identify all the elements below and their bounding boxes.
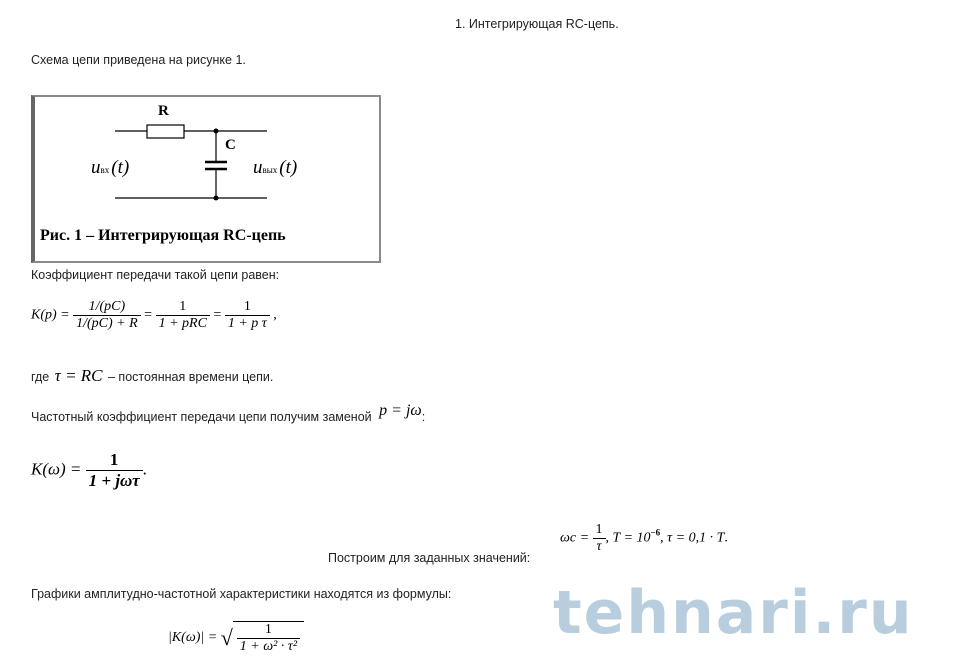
tau-expr: τ = RC — [54, 366, 103, 385]
formula1-tail: , — [273, 307, 277, 323]
freq-pre: Частотный коэффициент передачи цепи получим заменой — [31, 410, 372, 424]
build-values — [560, 522, 728, 555]
afc-formula — [168, 621, 304, 655]
wc-den: τ — [593, 538, 606, 555]
figure-caption: Рис. 1 – Интегрирующая RC-цепь — [40, 227, 286, 244]
tau-definition — [31, 366, 273, 386]
formula1-eq2: = — [213, 307, 222, 323]
T-value: T = 10 — [612, 530, 651, 546]
formula1-fraction-3 — [225, 299, 270, 332]
circuit-figure — [31, 95, 381, 263]
formula1-fraction-1 — [73, 299, 141, 332]
formula1-f3-den: 1 + p τ — [225, 315, 270, 332]
formula1-f1-num: 1/(pC) — [88, 299, 126, 314]
transfer-text: Коэффициент передачи такой цепи равен: — [31, 268, 280, 282]
formula2-tail: . — [142, 459, 147, 479]
page-heading: 1. Интегрирующая RC-цепь. — [455, 17, 619, 31]
input-voltage-label — [91, 157, 129, 179]
formula1-eq1: = — [144, 307, 153, 323]
sep-2: , — [660, 530, 664, 546]
tau-pre: где — [31, 370, 50, 384]
formula3-den: 1 + ω² · τ² — [237, 638, 300, 655]
formula2-lhs: K(ω) = — [31, 459, 82, 479]
formula1-f2-den: 1 + pRC — [156, 315, 210, 332]
watermark-logo: tehnari.ru — [553, 578, 914, 648]
output-voltage-symbol: u — [253, 157, 263, 178]
graphs-text: Графики амплитудно-частотной характеристики находятся из формулы: — [31, 587, 452, 601]
freq-formula — [31, 450, 147, 491]
output-voltage-arg: (t) — [279, 157, 298, 178]
formula1-fraction-2 — [156, 299, 210, 332]
freq-expr: p = jω — [379, 402, 422, 419]
formula3-num: 1 — [264, 622, 272, 637]
build-text: Построим для заданных значений: — [328, 551, 531, 565]
T-exponent: −6 — [650, 527, 661, 538]
resistor-label: R — [158, 103, 169, 119]
tau-post: – постоянная времени цепи. — [108, 370, 274, 384]
formula3-radicand — [233, 621, 304, 655]
wc-num: 1 — [595, 522, 603, 537]
formula1-lhs: K(p) = — [31, 307, 70, 323]
wc-fraction — [593, 522, 606, 555]
wc-lhs: ωc = — [560, 530, 590, 546]
capacitor-label: C — [225, 137, 236, 153]
sqrt-sign-icon: √ — [220, 625, 233, 650]
formula1-f3-num: 1 — [243, 299, 251, 314]
formula2-den: 1 + jωτ — [86, 470, 143, 491]
input-voltage-symbol: u — [91, 157, 101, 178]
formula3-fraction — [237, 622, 300, 655]
input-voltage-sub: вх — [100, 165, 110, 175]
freq-post: : — [421, 410, 426, 424]
formula1-f1-den: 1/(pC) + R — [73, 315, 141, 332]
sep-1: , — [605, 530, 610, 546]
output-voltage-sub: вых — [262, 165, 278, 175]
tau-value: τ = 0,1 · T — [667, 530, 725, 546]
formula2-fraction — [86, 450, 143, 491]
freq-text — [31, 402, 426, 426]
output-voltage-label — [253, 157, 297, 179]
transfer-formula — [31, 299, 277, 332]
formula1-f2-num: 1 — [179, 299, 187, 314]
formula3-lhs: |K(ω)| = — [168, 630, 218, 646]
build-end: . — [724, 530, 728, 546]
formula2-num: 1 — [109, 450, 119, 469]
intro-text: Схема цепи приведена на рисунке 1. — [31, 53, 246, 67]
input-voltage-arg: (t) — [111, 157, 130, 178]
